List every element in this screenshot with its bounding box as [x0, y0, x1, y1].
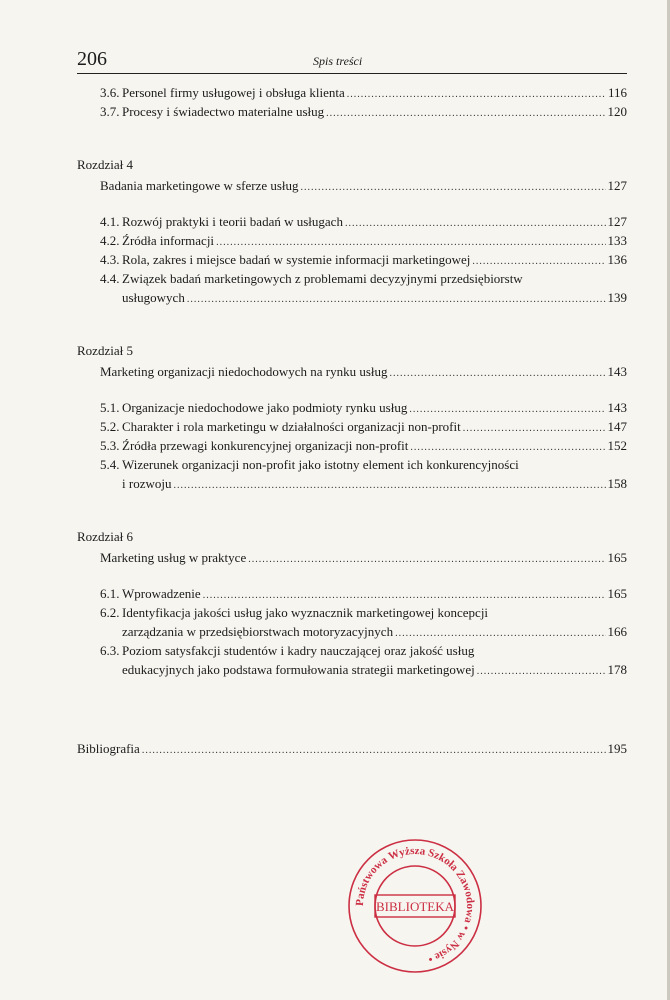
- dot-leader: [345, 217, 606, 230]
- toc-entry-number: 5.1.: [100, 400, 120, 415]
- dot-leader: [410, 441, 605, 454]
- toc-entry-continuation[interactable]: [77, 473, 627, 492]
- toc-page-number: 116: [607, 85, 627, 100]
- toc-entry-continuation[interactable]: [77, 287, 627, 306]
- bibliography-entry[interactable]: [77, 738, 627, 757]
- dot-leader: [347, 88, 606, 101]
- toc-entry-number: 5.4.: [100, 457, 120, 472]
- dot-leader: [173, 479, 605, 492]
- toc-page-number: 147: [607, 419, 627, 434]
- spacer: [77, 714, 627, 738]
- toc-entry-number: 6.3.: [100, 643, 120, 658]
- dot-leader: [216, 236, 605, 249]
- toc-entry-title-cont: edukacyjnych jako podstawa formułowania strategii marketingowej: [122, 662, 475, 677]
- toc-entry-title: Organizacje niedochodowe jako podmioty rynku usług: [122, 400, 408, 415]
- toc-page-number: 166: [607, 624, 627, 639]
- chapter-label: Rozdział 6: [77, 529, 133, 544]
- spacer: [77, 566, 627, 583]
- toc-entry-title: Rozwój praktyki i teorii badań w usługach: [122, 214, 343, 229]
- dot-leader: [472, 255, 605, 268]
- dot-leader: [390, 367, 606, 380]
- toc-entry[interactable]: [77, 249, 627, 268]
- toc-entry-title: Personel firmy usługowej i obsługa klienta: [122, 85, 345, 100]
- dot-leader: [477, 665, 606, 678]
- toc-entry[interactable]: [77, 435, 627, 454]
- toc-entry[interactable]: [77, 602, 627, 621]
- toc-page-number: 143: [607, 364, 627, 379]
- spacer: [77, 380, 627, 397]
- dot-leader: [409, 403, 605, 416]
- toc-entry-number: 4.2.: [100, 233, 120, 248]
- toc-entry-title: Źródła informacji: [122, 233, 215, 248]
- toc-entry-title: Źródła przewagi konkurencyjnej organizacji non-profit: [122, 438, 409, 453]
- toc-entry-title: Wprowadzenie: [122, 586, 201, 601]
- toc-entry[interactable]: [77, 82, 627, 101]
- toc-entry-number: 4.4.: [100, 271, 120, 286]
- toc-entry[interactable]: [77, 268, 627, 287]
- toc-entry-number: 5.3.: [100, 438, 120, 453]
- toc-page-number: 139: [607, 290, 627, 305]
- toc-page-number: 165: [607, 550, 627, 565]
- toc-entry-continuation[interactable]: [77, 621, 627, 640]
- chapter-title-entry[interactable]: [77, 547, 627, 566]
- toc-entry-continuation[interactable]: [77, 659, 627, 678]
- chapter-title: Badania marketingowe w sferze usług: [100, 178, 299, 193]
- chapter-title: Marketing organizacji niedochodowych na rynku usług: [100, 364, 388, 379]
- stamp-ring-text: Państwowa Wyższa Szkoła Zawodowa • w Nysie •: [353, 844, 477, 966]
- toc-page-number: 178: [607, 662, 627, 677]
- dot-leader: [187, 293, 606, 306]
- toc-entry[interactable]: [77, 454, 627, 473]
- chapter-title-entry[interactable]: [77, 175, 627, 194]
- toc-entry-number: 5.2.: [100, 419, 120, 434]
- spacer: [77, 492, 627, 528]
- spacer: [77, 306, 627, 342]
- spacer: [77, 194, 627, 211]
- chapter-title: Marketing usług w praktyce: [100, 550, 247, 565]
- dot-leader: [463, 422, 606, 435]
- toc-entry-title: Poziom satysfakcji studentów i kadry nauczającej oraz jakość usług: [122, 643, 475, 658]
- toc-entry-title: Wizerunek organizacji non-profit jako istotny element ich konkurencyjności: [122, 457, 519, 472]
- toc-entry[interactable]: [77, 101, 627, 120]
- dot-leader: [395, 627, 605, 640]
- toc-entry-number: 3.6.: [100, 85, 120, 100]
- toc-entry[interactable]: [77, 583, 627, 602]
- stamp-center-text: BIBLIOTEKA: [376, 899, 454, 914]
- running-head: Spis treści: [313, 54, 363, 68]
- chapter-title-entry[interactable]: [77, 361, 627, 380]
- toc-entry-number: 4.1.: [100, 214, 120, 229]
- toc-entry[interactable]: [77, 640, 627, 659]
- dot-leader: [142, 744, 606, 757]
- toc-entry-title: Rola, zakres i miejsce badań w systemie informacji marketingowej: [122, 252, 471, 267]
- toc-entry[interactable]: [77, 397, 627, 416]
- toc-entry-title-cont: usługowych: [122, 290, 185, 305]
- toc-page-number: 143: [607, 400, 627, 415]
- dot-leader: [248, 553, 605, 566]
- library-stamp: [345, 836, 485, 976]
- toc-page-number: 152: [607, 438, 627, 453]
- toc-entry-number: 6.1.: [100, 586, 120, 601]
- toc-page-number: 127: [607, 178, 627, 193]
- toc-entry-title: Związek badań marketingowych z problemami decyzyjnymi przedsiębiorstw: [122, 271, 523, 286]
- toc-page-number: 165: [607, 586, 627, 601]
- page-header: [77, 47, 627, 74]
- toc-entry-number: 6.2.: [100, 605, 120, 620]
- toc-page-number: 136: [607, 252, 627, 267]
- toc-entry-title: Charakter i rola marketingu w działalności organizacji non-profit: [122, 419, 461, 434]
- toc-entry-number: 4.3.: [100, 252, 120, 267]
- toc-entry-title: Procesy i świadectwo materialne usług: [122, 104, 325, 119]
- toc-page-number: 158: [607, 476, 627, 491]
- toc-entry[interactable]: [77, 416, 627, 435]
- toc-page-number: 127: [607, 214, 627, 229]
- dot-leader: [203, 589, 606, 602]
- page-number: 206: [77, 48, 107, 70]
- dot-leader: [326, 107, 605, 120]
- bibliography-title: Bibliografia: [77, 741, 140, 756]
- table-of-contents: [77, 82, 627, 757]
- toc-entry-title-cont: zarządzania w przedsiębiorstwach motoryzacyjnych: [122, 624, 394, 639]
- spacer: [77, 120, 627, 156]
- toc-entry-title-cont: i rozwoju: [122, 476, 172, 491]
- chapter-label: Rozdział 4: [77, 157, 133, 172]
- toc-page-number: 195: [607, 741, 627, 756]
- toc-entry-title: Identyfikacja jakości usług jako wyznacznik marketingowej koncepcji: [122, 605, 489, 620]
- spacer: [77, 678, 627, 714]
- dot-leader: [301, 181, 606, 194]
- toc-page-number: 120: [607, 104, 627, 119]
- toc-entry[interactable]: [77, 211, 627, 230]
- toc-page-number: 133: [607, 233, 627, 248]
- chapter-label: Rozdział 5: [77, 343, 133, 358]
- toc-entry[interactable]: [77, 230, 627, 249]
- toc-entry-number: 3.7.: [100, 104, 120, 119]
